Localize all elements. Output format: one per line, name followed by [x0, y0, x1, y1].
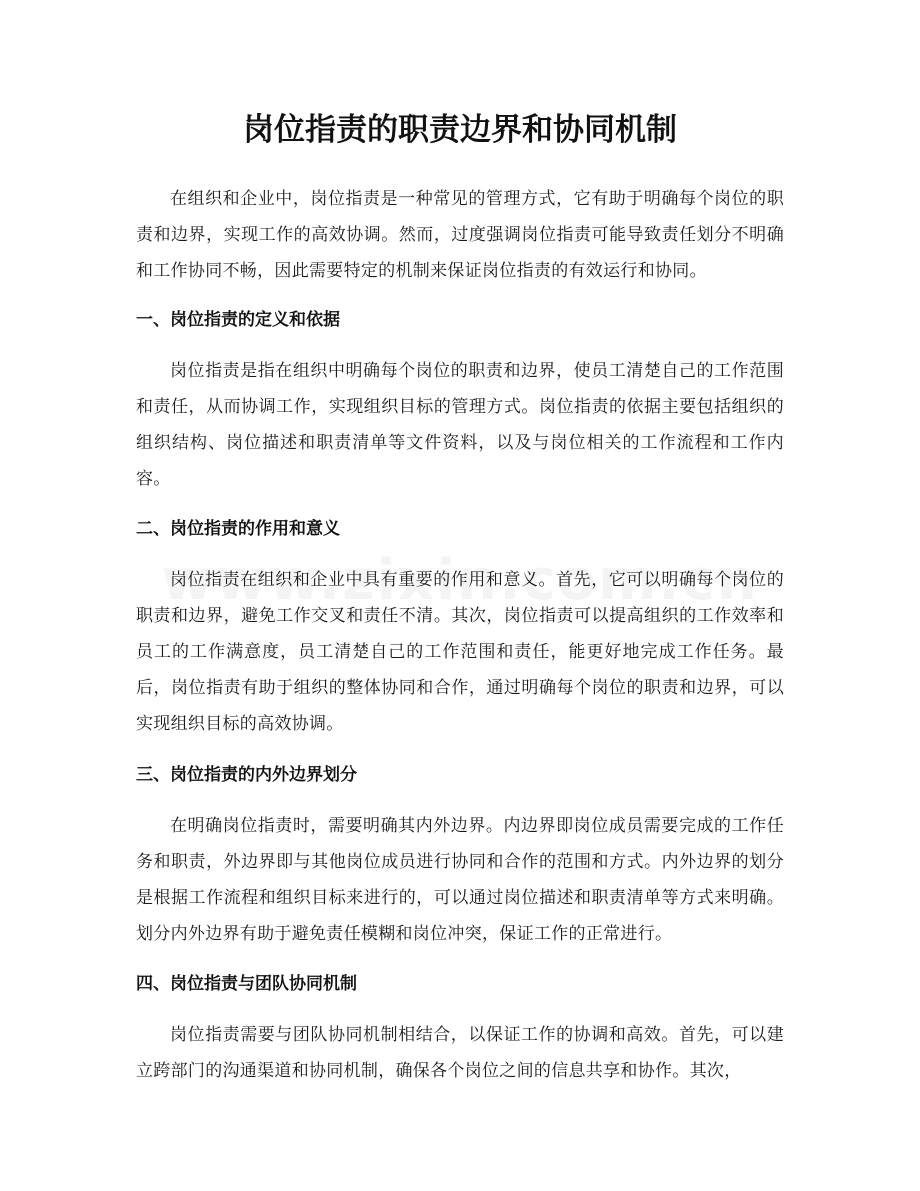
section-heading-4: 四、岗位指责与团队协同机制 [136, 974, 357, 994]
intro-paragraph: 在组织和企业中，岗位指责是一种常见的管理方式，它有助于明确每个岗位的职责和边界，实现工作的高效协调。然而，过度强调岗位指责可能导致责任划分不明确和工作协同不畅，因此需要特定的机制来保证岗位指责的有效运行和协同。 [136, 189, 784, 281]
section-body-3: 在明确岗位指责时，需要明确其内外边界。内边界即岗位成员需要完成的工作任务和职责，外边界即与其他岗位成员进行协同和合作的范围和方式。内外边界的划分是根据工作流程和组织目标来进行的，可以通过岗位描述和职责清单等方式来明确。划分内外边界有助于避免责任模糊和岗位冲突，保证工作的正常进行。 [136, 816, 784, 944]
section-body-2: 岗位指责在组织和企业中具有重要的作用和意义。首先，它可以明确每个岗位的职责和边界，避免工作交叉和责任不清。其次，岗位指责可以提高组织的工作效率和员工的工作满意度，员工清楚自己的工作范围和责任，能更好地完成工作任务。最后，岗位指责有助于组织的整体协同和合作，通过明确每个岗位的职责和边界，可以实现组织目标的高效协调。 [136, 570, 784, 734]
section-body-1: 岗位指责是指在组织中明确每个岗位的职责和边界，使员工清楚自己的工作范围和责任，从而协调工作，实现组织目标的管理方式。岗位指责的依据主要包括组织的组织结构、岗位描述和职责清单等文件资料，以及与岗位相关的工作流程和工作内容。 [136, 361, 784, 489]
document-body [136, 181, 784, 1089]
section-heading-1: 一、岗位指责的定义和依据 [136, 310, 340, 330]
section-heading-2: 二、岗位指责的作用和意义 [136, 519, 340, 539]
page-title: 岗位指责的职责边界和协同机制 [243, 112, 677, 148]
section-heading-3: 三、岗位指责的内外边界划分 [136, 765, 357, 785]
section-body-4: 岗位指责需要与团队协同机制相结合，以保证工作的协调和高效。首先，可以建立跨部门的沟通渠道和协同机制，确保各个岗位之间的信息共享和协作。其次， [136, 1025, 784, 1081]
